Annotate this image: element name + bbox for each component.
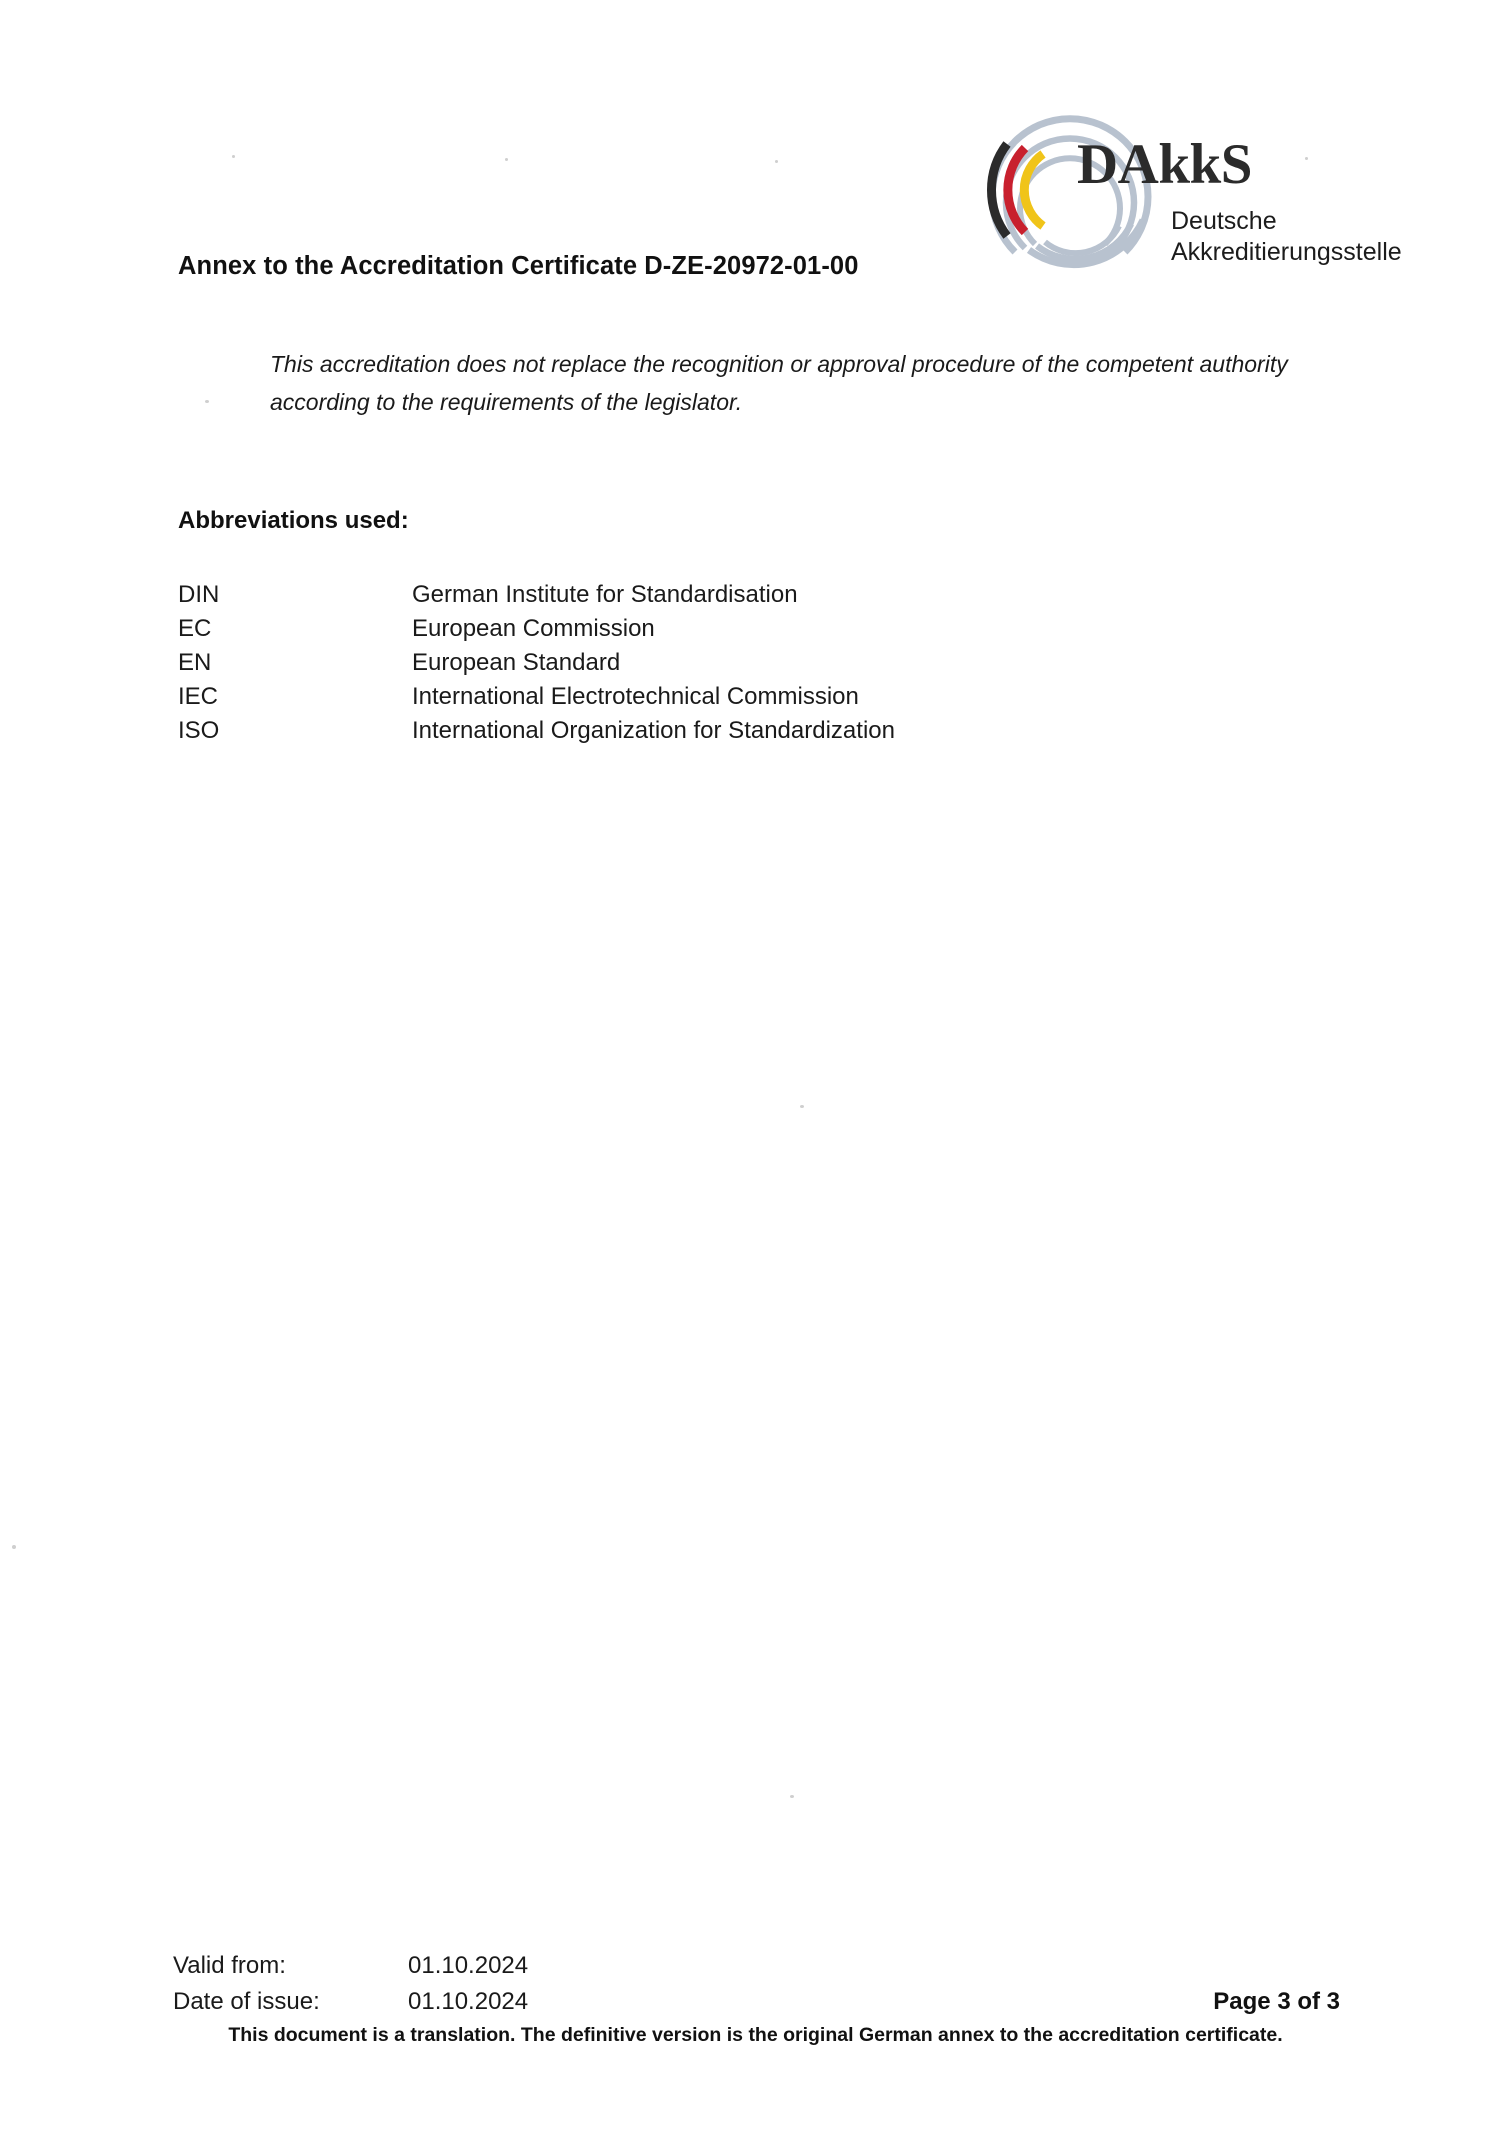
dakks-logo [985,100,1402,285]
dakks-subtitle-line-2: Akkreditierungsstelle [1171,238,1402,266]
abbreviation-key: EC [178,615,212,642]
dakks-wordmark: DAkkS [1077,133,1252,196]
accreditation-note-main: This accreditation does not replace the recognition or approval procedure of the competent authority [270,351,1288,377]
table-row [178,612,895,646]
date-of-issue-value: 01.10.2024 [408,1988,529,2015]
table-row [178,714,895,748]
valid-from-value: 01.10.2024 [408,1952,529,1979]
table-row [178,680,895,714]
abbreviation-key: ISO [178,717,220,744]
date-of-issue-label: Date of issue: [173,1988,320,2015]
scan-speck [790,1795,794,1798]
abbreviation-meaning: International Organization for Standardization [412,717,895,744]
scan-speck [12,1545,16,1549]
scan-speck [775,160,778,163]
page-title: Annex to the Accreditation Certificate D-ZE-20972-01-00 [178,252,859,280]
accreditation-note [270,345,1342,421]
abbreviations-table [178,578,895,748]
valid-from-row [173,1948,1353,1984]
valid-from-label: Valid from: [173,1952,286,1979]
abbreviation-meaning: European Commission [412,615,655,642]
scan-speck [232,155,235,158]
abbreviation-meaning: European Standard [412,649,621,676]
scan-speck [800,1105,804,1108]
abbreviation-meaning: German Institute for Standardisation [412,581,798,608]
accreditation-note-last: according to the requirements of the legislator. [270,389,743,415]
translation-disclaimer: This document is a translation. The definitive version is the original German annex to the accreditation certificate. [228,2024,1283,2046]
table-row [178,646,895,680]
page-number: Page 3 of 3 [1213,1988,1340,2015]
table-row [178,578,895,612]
abbreviation-key: IEC [178,683,219,710]
scan-speck [205,400,209,403]
scan-speck [505,158,508,161]
date-of-issue-row [173,1984,1353,2020]
dakks-subtitle-line-1: Deutsche [1171,207,1277,235]
abbreviation-key: EN [178,649,212,676]
page-footer [0,1948,1511,2068]
abbreviation-key: DIN [178,581,220,608]
abbreviation-meaning: International Electrotechnical Commission [412,683,859,710]
dakks-subtitle [1171,206,1402,268]
abbreviations-heading: Abbreviations used: [178,507,409,534]
